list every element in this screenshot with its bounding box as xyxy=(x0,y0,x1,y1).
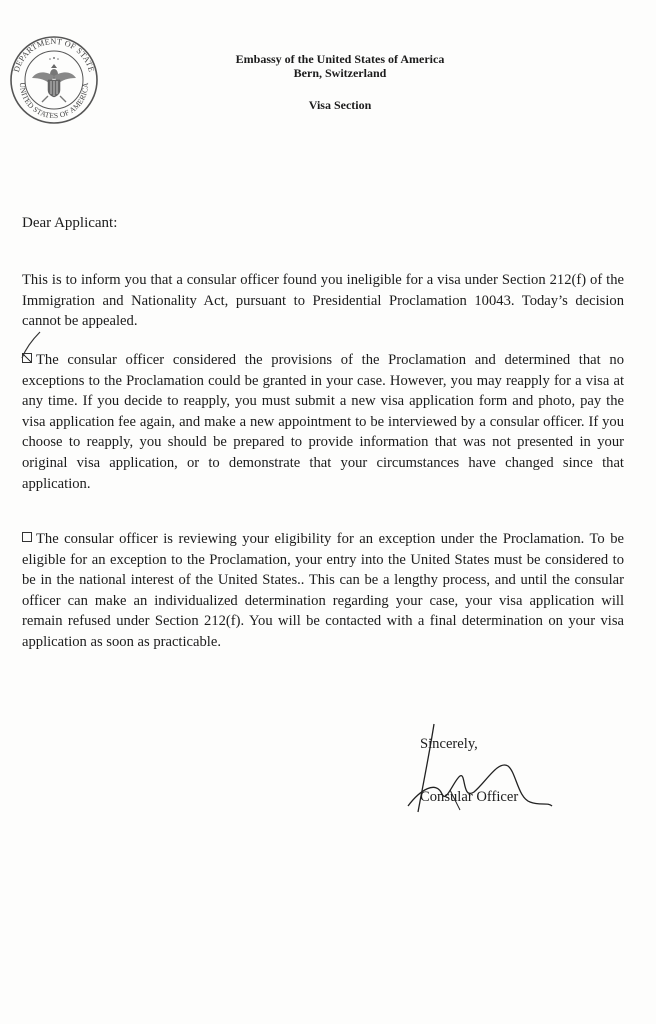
section-title: Visa Section xyxy=(308,98,372,112)
option-under-review xyxy=(22,529,624,653)
signer-title: Consular Officer xyxy=(420,789,519,805)
option-under-review-text: The consular officer is reviewing your eligibility for an exception under the Proclamation. To be eligible for an exception to the Proclamation, your entry into the United States must be considered to be in the national interest of the United States.. This can be a lengthy process, and until the consular officer can make an individualized determination regarding your case, your visa application will remain refused under Section 212(f). You will be contacted with a final determination on your visa application as soon as practicable. xyxy=(22,531,624,650)
department-of-state-seal-icon xyxy=(8,34,100,126)
intro-paragraph: This is to inform you that a consular officer found you ineligible for a visa under Section 212(f) of the Immigration and Nationality Act, pursuant to Presidential Proclamation 10043. Today’s decision cannot be appealed. xyxy=(22,272,624,330)
option-no-exception xyxy=(22,350,624,494)
option-no-exception-checkbox xyxy=(22,353,32,363)
option-no-exception-text: The consular officer considered the provisions of the Proclamation and determined that no exceptions to the Proclamation could be granted in your case. However, you may reapply for a visa at any time. If you decide to reapply, you must submit a new visa application form and photo, pay the visa application fee again, and make a new appointment to be interviewed by a consular officer. If you choose to reapply, you should be prepared to provide information that was not presented in your original visa application, or to demonstrate that your circumstances have changed since that application. xyxy=(22,352,624,492)
embassy-location: Bern, Switzerland xyxy=(293,66,387,80)
option-under-review-checkbox xyxy=(22,532,32,542)
salutation: Dear Applicant: xyxy=(22,215,118,231)
closing: Sincerely, xyxy=(420,736,478,752)
embassy-header xyxy=(180,52,500,112)
svg-text:DEPARTMENT OF STATE: DEPARTMENT OF STATE xyxy=(11,36,97,74)
svg-text:UNITED STATES OF AMERICA: UNITED STATES OF AMERICA xyxy=(17,82,91,121)
embassy-name: Embassy of the United States of America xyxy=(235,52,445,66)
